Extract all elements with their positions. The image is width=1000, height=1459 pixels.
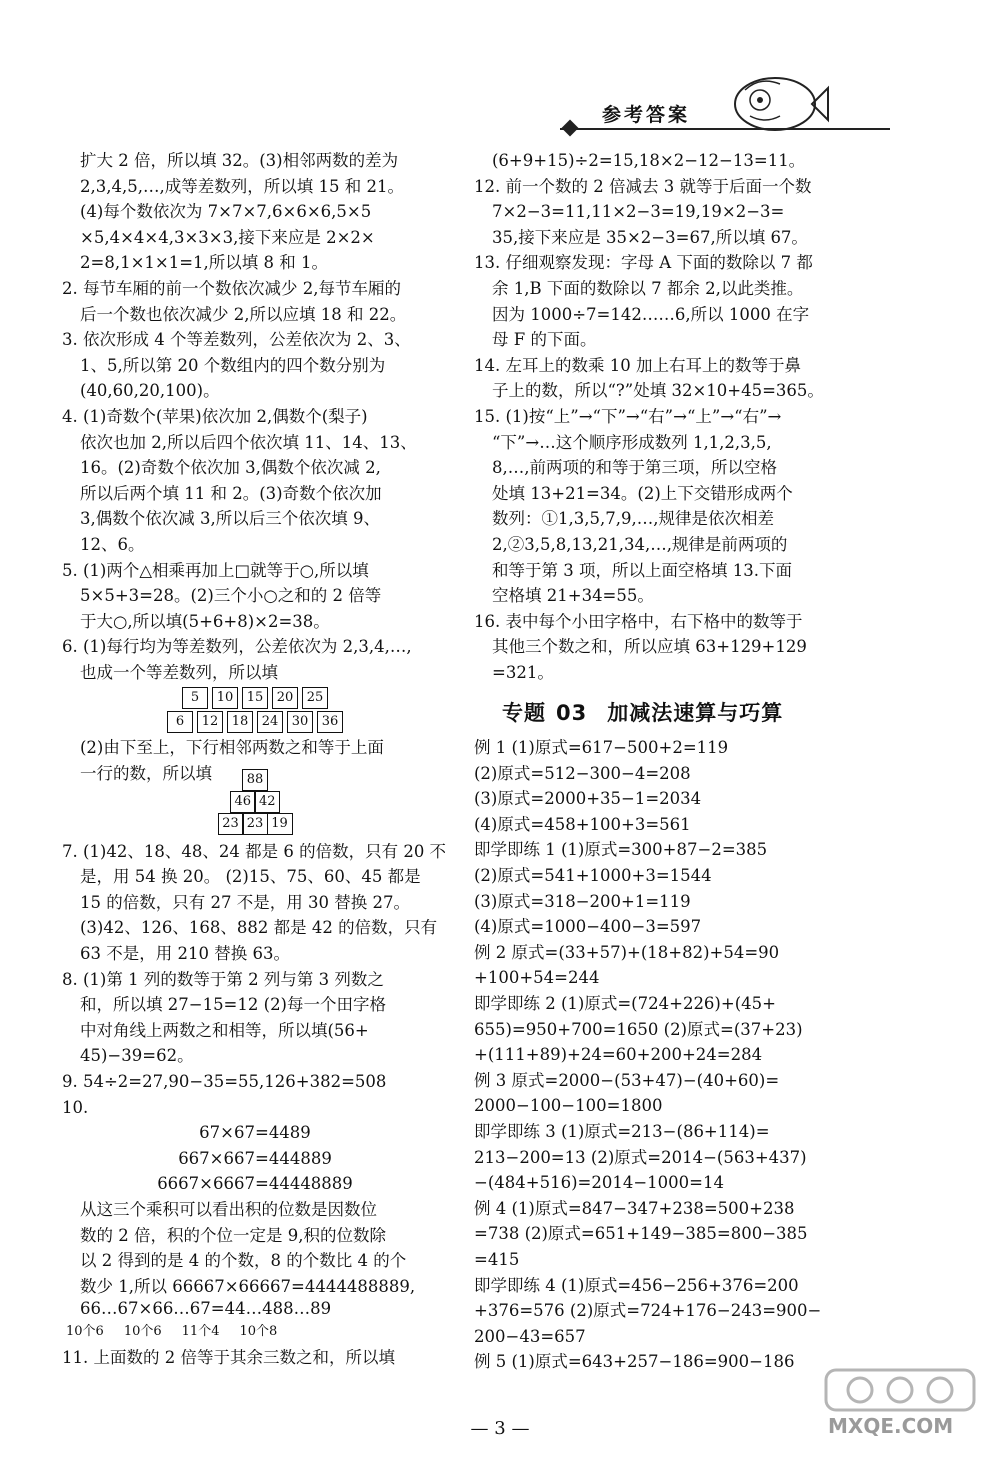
text-line: 空格填 21+34=55。 bbox=[492, 586, 654, 606]
section-title: 加减法速算与巧算 bbox=[607, 701, 784, 726]
section-number: 03 bbox=[556, 701, 588, 726]
text-line: 16. 表中每个小田字格中，右下格中的数等于 bbox=[474, 611, 803, 631]
text-line: (40,60,20,100)。 bbox=[80, 381, 220, 401]
text-line: 2,②3,5,8,13,21,34,…,规律是前两项的 bbox=[492, 534, 788, 554]
text-line: 16。(2)奇数个依次加 3,偶数个依次减 2, bbox=[80, 458, 381, 478]
text-line: ×5,4×4×4,3×3×3,接下来应是 2×2× bbox=[80, 227, 375, 247]
grid-cell: 24 bbox=[257, 711, 283, 733]
text-line: 5. (1)两个△相乘再加上□就等于○,所以填 bbox=[62, 560, 369, 580]
number-grid-row-2 bbox=[62, 711, 448, 733]
text-line: 例 2 原式=(33+57)+(18+82)+54=90 bbox=[474, 942, 780, 962]
text-line: 1、5,所以第 20 个数组内的四个数分别为 bbox=[80, 355, 386, 375]
brace-labels bbox=[62, 1319, 448, 1345]
grid-cell: 36 bbox=[317, 711, 343, 733]
text-line: 一行的数，所以填 bbox=[80, 764, 212, 784]
pyramid-cell: 88 bbox=[242, 769, 268, 791]
right-column bbox=[474, 148, 860, 1375]
grid-cell: 18 bbox=[227, 711, 253, 733]
text-line: 667×667=444889 bbox=[178, 1148, 332, 1168]
text-line: 后一个数也依次减少 2,所以应填 18 和 22。 bbox=[80, 304, 407, 324]
grid-cell: 15 bbox=[242, 687, 268, 709]
text-line: (3)原式=318−200+1=119 bbox=[474, 891, 691, 911]
text-line: 67×67=4489 bbox=[199, 1123, 311, 1143]
text-line: =321。 bbox=[492, 662, 554, 682]
text-line: (3)42、126、168、882 都是 42 的倍数，只有 bbox=[80, 918, 438, 938]
text-line: 例 4 (1)原式=847−347+238=500+238 bbox=[474, 1198, 795, 1218]
text-line: 35,接下来应是 35×2−3=67,所以填 67。 bbox=[492, 227, 808, 247]
text-line: +100+54=244 bbox=[474, 968, 600, 988]
grid-cell: 20 bbox=[272, 687, 298, 709]
text-line: 以 2 得到的是 4 的个数，8 的个数比 4 的个 bbox=[80, 1251, 407, 1271]
text-line: 数少 1,所以 66667×66667=4444488889, bbox=[80, 1276, 416, 1296]
text-line: 依次也加 2,所以后四个依次填 11、14、13、 bbox=[80, 432, 417, 452]
number-grid-row-1 bbox=[62, 687, 448, 709]
grid-cell: 12 bbox=[197, 711, 223, 733]
watermark-logo-icon bbox=[820, 1366, 980, 1416]
text-line: 12. 前一个数的 2 倍减去 3 就等于后面一个数 bbox=[474, 176, 812, 196]
left-column bbox=[62, 148, 448, 1371]
grid-cell: 25 bbox=[302, 687, 328, 709]
grid-cell: 6 bbox=[167, 711, 193, 733]
section-heading bbox=[502, 701, 860, 727]
pyramid-row-bottom bbox=[62, 813, 448, 835]
text-line: 和等于第 3 项，所以上面空格填 13.下面 bbox=[492, 560, 792, 580]
text-line: 其他三个数之和，所以应填 63+129+129 bbox=[492, 637, 807, 657]
brace-label: 10个6 bbox=[123, 1324, 162, 1340]
text-line: 12、6。 bbox=[80, 534, 145, 554]
text-line: 3. 依次形成 4 个等差数列，公差依次为 2、3、 bbox=[62, 330, 411, 350]
text-line: 和，所以填 27−15=12 (2)每一个田字格 bbox=[80, 995, 386, 1015]
page-number: — 3 — bbox=[470, 1418, 530, 1439]
text-line: (4)原式=1000−400−3=597 bbox=[474, 917, 702, 937]
text-line: 6667×6667=44448889 bbox=[157, 1174, 353, 1194]
text-line: 数的 2 倍，积的个位一定是 9,积的位数除 bbox=[80, 1225, 386, 1245]
text-line: 66…67×66…67=44…488…89 bbox=[80, 1299, 332, 1319]
text-line: 200−43=657 bbox=[474, 1326, 586, 1346]
text-line: −(484+516)=2014−1000=14 bbox=[474, 1173, 724, 1193]
text-line: 63 不是，用 210 替换 63。 bbox=[80, 944, 290, 964]
text-line: 扩大 2 倍，所以填 32。(3)相邻两数的差为 bbox=[80, 151, 399, 170]
text-line: (2)原式=541+1000+3=1544 bbox=[474, 866, 712, 886]
text-line: “下”→…这个顺序形成数列 1,1,2,3,5, bbox=[492, 432, 772, 452]
text-line: 11. 上面数的 2 倍等于其余三数之和，所以填 bbox=[62, 1347, 395, 1367]
text-line: 所以后两个填 11 和 2。(3)奇数个依次加 bbox=[80, 483, 382, 503]
text-line: 10. bbox=[62, 1097, 89, 1117]
grid-cell: 30 bbox=[287, 711, 313, 733]
text-line: 8,…,前两项的和等于第三项，所以空格 bbox=[492, 458, 777, 478]
text-line: 9. 54÷2=27,90−35=55,126+382=508 bbox=[62, 1072, 387, 1091]
text-line: (3)原式=2000+35−1=2034 bbox=[474, 789, 702, 809]
brace-label: 10个8 bbox=[239, 1324, 278, 1340]
text-line: 因为 1000÷7=142……6,所以 1000 在字 bbox=[492, 304, 810, 324]
text-line: =415 bbox=[474, 1249, 520, 1269]
text-line: 14. 左耳上的数乘 10 加上右耳上的数等于鼻 bbox=[474, 355, 801, 375]
pyramid-cell: 23 bbox=[218, 813, 244, 835]
text-line: 2. 每节车厢的前一个数依次减少 2,每节车厢的 bbox=[62, 278, 401, 298]
text-line: 5×5+3=28。(2)三个小○之和的 2 倍等 bbox=[80, 586, 382, 606]
text-line: 213−200=13 (2)原式=2014−(563+437) bbox=[474, 1147, 807, 1167]
text-line: 6. (1)每行均为等差数列，公差依次为 2,3,4,…, bbox=[62, 637, 412, 657]
text-line: 母 F 的下面。 bbox=[492, 330, 597, 350]
pyramid-cell: 46 bbox=[230, 791, 256, 813]
text-line: (6+9+15)÷2=15,18×2−12−13=11。 bbox=[492, 151, 806, 170]
text-line: 即学即练 1 (1)原式=300+87−2=385 bbox=[474, 840, 768, 860]
pyramid-row-mid bbox=[62, 791, 448, 813]
text-line: =738 (2)原式=651+149−385=800−385 bbox=[474, 1224, 808, 1244]
page-header bbox=[560, 70, 890, 140]
text-line: 例 3 原式=2000−(53+47)−(40+60)= bbox=[474, 1070, 780, 1090]
text-line: 7×2−3=11,11×2−3=19,19×2−3= bbox=[492, 202, 785, 222]
text-line: 处填 13+21=34。(2)上下交错形成两个 bbox=[492, 483, 793, 503]
text-line: 即学即练 2 (1)原式=(724+226)+(45+ bbox=[474, 994, 776, 1013]
text-line: 15. (1)按“上”→“下”→“右”→“上”→“右”→ bbox=[474, 406, 782, 426]
text-line: 2,3,4,5,…,成等差数列，所以填 15 和 21。 bbox=[80, 176, 404, 196]
text-line: 45)−39=62。 bbox=[80, 1046, 194, 1066]
header-title: 参考答案 bbox=[602, 104, 691, 126]
text-line: 3,偶数个依次减 3,所以后三个依次填 9、 bbox=[80, 509, 380, 529]
text-line: 即学即练 3 (1)原式=213−(86+114)= bbox=[474, 1121, 770, 1141]
text-line: 中对角线上两数之和相等，所以填(56+ bbox=[80, 1020, 369, 1040]
pyramid-cell: 42 bbox=[254, 791, 280, 813]
text-line: 4. (1)奇数个(苹果)依次加 2,偶数个(梨子) bbox=[62, 406, 368, 426]
brace-label: 10个6 bbox=[66, 1324, 104, 1340]
pyramid-cell: 23 bbox=[242, 813, 268, 835]
text-line: 是，用 54 换 20。 (2)15、75、60、45 都是 bbox=[80, 867, 421, 887]
text-line: 数列：①1,3,5,7,9,…,规律是依次相差 bbox=[492, 509, 774, 529]
text-line: +376=576 (2)原式=724+176−243=900− bbox=[474, 1301, 822, 1321]
text-line: 655)=950+700=1650 (2)原式=(37+23) bbox=[474, 1019, 803, 1039]
watermark bbox=[820, 1366, 990, 1446]
text-line: (2)原式=512−300−4=208 bbox=[474, 763, 691, 783]
text-line: 也成一个等差数列，所以填 bbox=[80, 662, 278, 682]
section-label: 专题 bbox=[502, 701, 546, 726]
text-line: 子上的数，所以“?”处填 32×10+45=365。 bbox=[492, 381, 824, 401]
text-line: (4)原式=458+100+3=561 bbox=[474, 814, 691, 834]
text-line: 余 1,B 下面的数除以 7 都余 2,以此类推。 bbox=[492, 278, 804, 298]
text-line: 7. (1)42、18、48、24 都是 6 的倍数，只有 20 不 bbox=[62, 841, 447, 861]
text-line: +(111+89)+24=60+200+24=284 bbox=[474, 1045, 763, 1065]
text-line: 例 1 (1)原式=617−500+2=119 bbox=[474, 738, 729, 758]
text-line: 8. (1)第 1 列的数等于第 2 列与第 3 列数之 bbox=[62, 969, 384, 989]
text-line: 于大○,所以填(5+6+8)×2=38。 bbox=[80, 611, 330, 631]
brace-label: 11个4 bbox=[181, 1324, 220, 1340]
text-line: 13. 仔细观察发现：字母 A 下面的数除以 7 都 bbox=[474, 253, 813, 273]
text-line: 2000−100−100=1800 bbox=[474, 1096, 663, 1116]
text-line: 2=8,1×1×1=1,所以填 8 和 1。 bbox=[80, 253, 329, 273]
pyramid-cell: 19 bbox=[267, 813, 293, 835]
text-line: (4)每个数依次为 7×7×7,6×6×6,5×5 bbox=[80, 202, 372, 222]
text-line: 例 5 (1)原式=643+257−186=900−186 bbox=[474, 1352, 795, 1372]
grid-cell: 5 bbox=[182, 687, 208, 709]
text-line: (2)由下至上，下行相邻两数之和等于上面 bbox=[80, 738, 384, 758]
text-line: 15 的倍数，只有 27 不是，用 30 替换 27。 bbox=[80, 892, 410, 912]
text-line: 即学即练 4 (1)原式=456−256+376=200 bbox=[474, 1275, 799, 1295]
fish-mascot-icon bbox=[720, 70, 830, 138]
watermark-text: MXQE.COM bbox=[828, 1414, 954, 1438]
text-line: 从这三个乘积可以看出积的位数是因数位 bbox=[80, 1199, 377, 1219]
grid-cell: 10 bbox=[212, 687, 238, 709]
